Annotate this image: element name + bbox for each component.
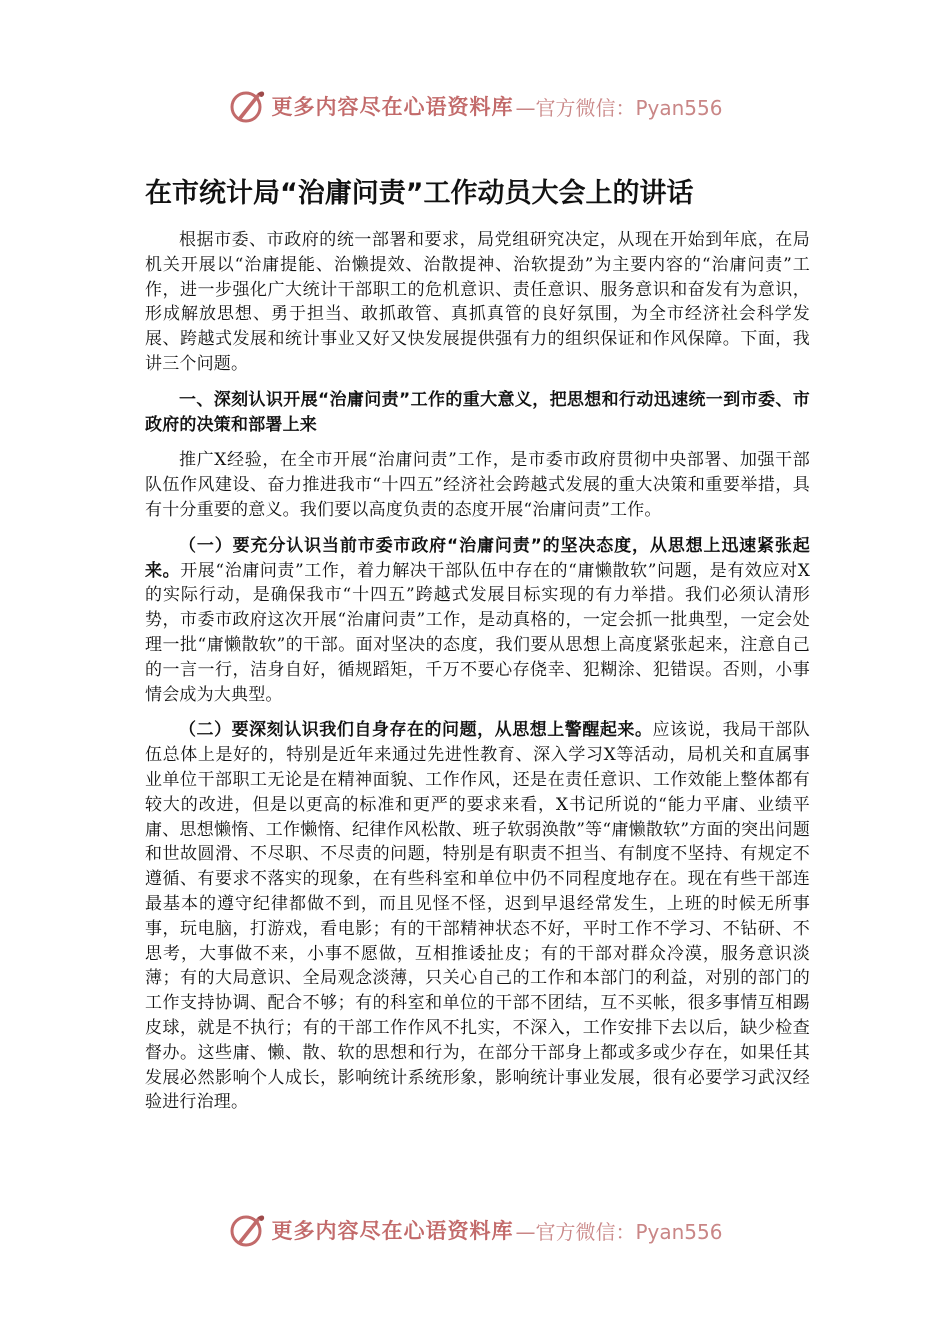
- subsection-2-lead: （二）要深刻认识我们自身存在的问题，从思想上警醒起来。: [179, 720, 653, 741]
- subsection-2-body: 应该说，我局干部队伍总体上是好的，特别是近年来通过先进性教育、深入学习X等活动，局机关和直属事业单位干部职工无论是在精神面貌、工作作风，还是在责任意识、工作效能上整体都有较大的改进，但是以更高的标准和更严的要求来看，X书记所说的“能力平庸、业绩平庸、思想懒惰、工作懒惰、纪律作风松散、班子软弱涣散”等“庸懒散软”方面的突出问题和世故圆滑、不尽职、不尽责的问题，特别是有职责不担当、有制度不坚持、有规定不遵循、有要求不落实的现象，在有些科室和单位中仍不同程度地存在。现在有些干部连最基本的遵守纪律都做不到，而且见怪不怪，迟到早退经常发生，上班的时候无所事事，玩电脑，打游戏，看电影；有的干部精神状态不好，平时工作不学习、不钻研、不思考，大事做不来，小事不愿做，互相推诿扯皮；有的干部对群众冷漠，服务意识淡薄；有的大局意识、全局观念淡薄，只关心自己的工作和本部门的利益，对别的部门的工作支持协调、配合不够；有的科室和单位的干部不团结，互不买帐，很多事情互相踢皮球，就是不执行；有的干部工作作风不扎实，不深入，工作安排下去以后，缺少检查督办。这些庸、懒、散、软的思想和行为，在部分干部身上都或多或少存在，如果任其发展必然影响个人成长，影响统计系统形象，影响统计事业发展，很有必要学习武汉经验进行治理。: [145, 720, 810, 1113]
- subsection-1-body: 开展“治庸问责”工作，着力解决干部队伍中存在的“庸懒散软”问题，是有效应对X的实际行动，是确保我市“十四五”跨越式发展目标实现的有力举措。我们必须认清形势，市委市政府这次开展“治庸问责”工作，是动真格的，一定会抓一批典型，一定会处理一批“庸懒散软”的干部。面对坚决的态度，我们要从思想上高度紧张起来，注意自己的一言一行，洁身自好，循规蹈矩，千万不要心存侥幸、犯糊涂、犯错误。否则，小事情会成为大典型。: [145, 560, 811, 705]
- footer-wechat: —官方微信：Pyan556: [515, 1219, 723, 1244]
- subsection-2-paragraph: [145, 718, 810, 1115]
- header-banner: [0, 84, 950, 128]
- intro-paragraph: 根据市委、市政府的统一部署和要求，局党组研究决定，从现在开始到年底，在局机关开展以“治庸提能、治懒提效、治散提神、治软提劲”为主要内容的“治庸问责”工作，进一步强化广大统计干部职工的危机意识、责任意识、服务意识和奋发有为意识，形成解放思想、勇于担当、敢抓敢管、真抓真管的良好氛围，为全市经济社会科学发展、跨越式发展和统计事业又好又快发展提供强有力的组织保证和作风保障。下面，我讲三个问题。: [145, 230, 810, 374]
- document-body: [145, 172, 810, 1115]
- footer-banner: [0, 1208, 950, 1252]
- subsection-1-paragraph: [145, 534, 810, 708]
- document-title: 在市统计局“治庸问责”工作动员大会上的讲话: [145, 178, 694, 209]
- footer-slogan: 更多内容尽在心语资料库: [271, 1218, 514, 1243]
- section-1-heading: 一、深刻认识开展“治庸问责”工作的重大意义，把思想和行动迅速统一到市委、市政府的决策和部署上来: [145, 389, 810, 435]
- quill-pen-icon: [227, 86, 267, 126]
- banner-wechat: —官方微信：Pyan556: [515, 95, 723, 120]
- subsection-1-lead: （一）要充分认识当前市委市政府“治庸问责”的坚决态度，从思想上迅速紧张起来。: [145, 535, 810, 581]
- section-1-paragraph: 推广X经验，在全市开展“治庸问责”工作，是市委市政府贯彻中央部署、加强干部队伍作风建设、奋力推进我市“十四五”经济社会跨越式发展的重大决策和重要举措，具有十分重要的意义。我们要以高度负责的态度开展“治庸问责”工作。: [145, 450, 810, 520]
- quill-pen-icon: [227, 1210, 267, 1250]
- banner-slogan: 更多内容尽在心语资料库: [271, 94, 514, 119]
